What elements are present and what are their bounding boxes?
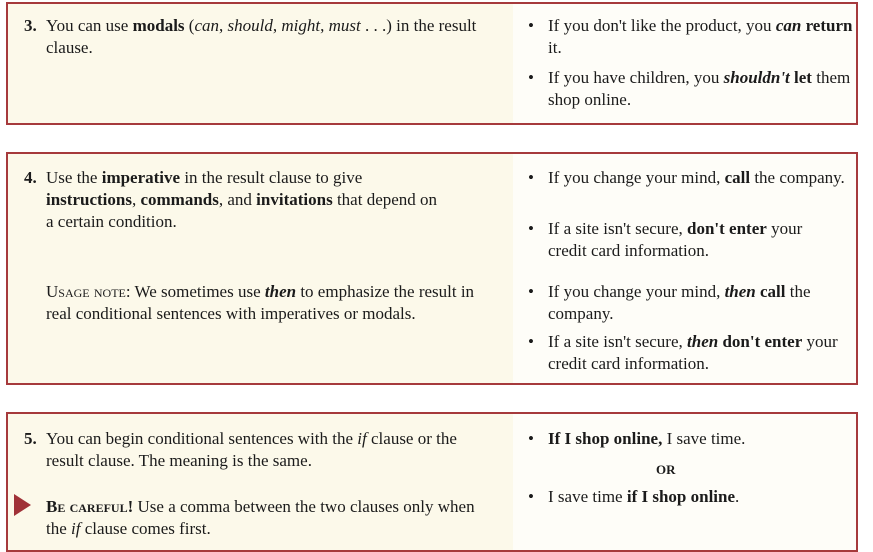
text-segment: can — [194, 16, 220, 35]
example-item — [528, 281, 858, 325]
text-segment: return — [801, 16, 853, 35]
text-segment: might — [281, 16, 321, 35]
or-label: OR — [656, 462, 676, 477]
example-item — [528, 428, 858, 450]
text-segment: the company. — [548, 282, 811, 323]
text-segment: If you have children, you — [548, 68, 724, 87]
example-item — [528, 218, 838, 262]
text-segment: , — [131, 190, 141, 209]
text-segment: Be careful! — [46, 497, 134, 516]
explanation-text — [24, 428, 494, 472]
text-segment: invitations — [256, 190, 333, 209]
grammar-box-5 — [6, 412, 858, 552]
text-segment: You can use — [46, 16, 133, 35]
text-segment: to emphasize the result in real conditional sentences with imperatives or modals. — [46, 282, 475, 323]
example-item — [528, 167, 858, 189]
example-item — [528, 15, 858, 59]
text-segment: If you don't like the product, you — [548, 16, 776, 35]
text-segment: then — [687, 332, 719, 351]
text-segment: if I shop online — [626, 487, 736, 506]
text-segment: call — [755, 282, 786, 301]
text-segment: don't enter — [718, 332, 803, 351]
item-number: 5. — [24, 429, 37, 448]
text-segment: then — [264, 282, 297, 301]
text-segment: that depend on a certain condition. — [46, 190, 438, 231]
text-segment: can — [775, 16, 802, 35]
text-segment: , — [320, 16, 329, 35]
text-segment: If a site isn't secure, — [548, 219, 688, 238]
text-segment: Usage note: — [46, 282, 131, 301]
text-segment: shouldn't — [723, 68, 790, 87]
text-segment: the company. — [750, 168, 845, 187]
explanation — [24, 167, 444, 233]
grammar-box-3 — [6, 2, 858, 125]
text-segment: If you change your mind, — [548, 168, 725, 187]
text-segment: instructions — [46, 190, 132, 209]
text-segment: . . .) in the result clause. — [46, 16, 477, 57]
text-segment: clause or the result clause. The meaning is the same. — [46, 429, 457, 470]
text-segment: don't enter — [687, 219, 767, 238]
text-segment: if — [357, 429, 367, 448]
text-segment: modals — [132, 16, 185, 35]
example-item — [528, 486, 858, 508]
text-segment: imperative — [101, 168, 181, 187]
text-segment: should — [227, 16, 273, 35]
text-segment: If a site isn't secure, — [548, 332, 688, 351]
explanation — [24, 15, 494, 59]
example-item — [528, 331, 873, 375]
be-careful-note — [24, 496, 496, 540]
text-segment: must — [328, 16, 361, 35]
text-segment: clause comes first. — [80, 519, 211, 538]
grammar-box-4 — [6, 152, 858, 385]
text-segment: You can begin conditional sentences with the — [46, 429, 358, 448]
text-segment: call — [724, 168, 751, 187]
text-segment: If I shop online, — [548, 429, 663, 448]
text-segment: . — [735, 487, 740, 506]
text-segment: , — [219, 16, 228, 35]
text-segment: if — [71, 519, 81, 538]
text-segment: it. — [548, 38, 562, 57]
explanation — [24, 428, 494, 472]
text-segment: I save time. — [662, 429, 746, 448]
explanation-text — [24, 167, 444, 233]
text-segment: them shop online. — [548, 68, 851, 109]
text-segment: Use the — [46, 168, 102, 187]
text-segment: Use a comma between the two clauses only when the — [46, 497, 475, 538]
text-segment: in the result clause to give — [180, 168, 363, 187]
text-segment: , — [272, 16, 282, 35]
text-segment: ( — [184, 16, 195, 35]
example-item — [528, 67, 868, 111]
text-segment: We sometimes use — [130, 282, 265, 301]
text-segment: your credit card information. — [548, 219, 803, 260]
explanation-text — [24, 15, 494, 59]
text-segment: your credit card information. — [548, 332, 838, 373]
item-number: 4. — [24, 168, 37, 187]
text-segment: , and — [218, 190, 257, 209]
text-segment: let — [789, 68, 812, 87]
usage-note — [24, 281, 486, 325]
text-segment: I save time — [548, 487, 627, 506]
text-segment: commands — [140, 190, 219, 209]
text-segment: then — [724, 282, 756, 301]
item-number: 3. — [24, 16, 37, 35]
text-segment: If you change your mind, — [548, 282, 725, 301]
